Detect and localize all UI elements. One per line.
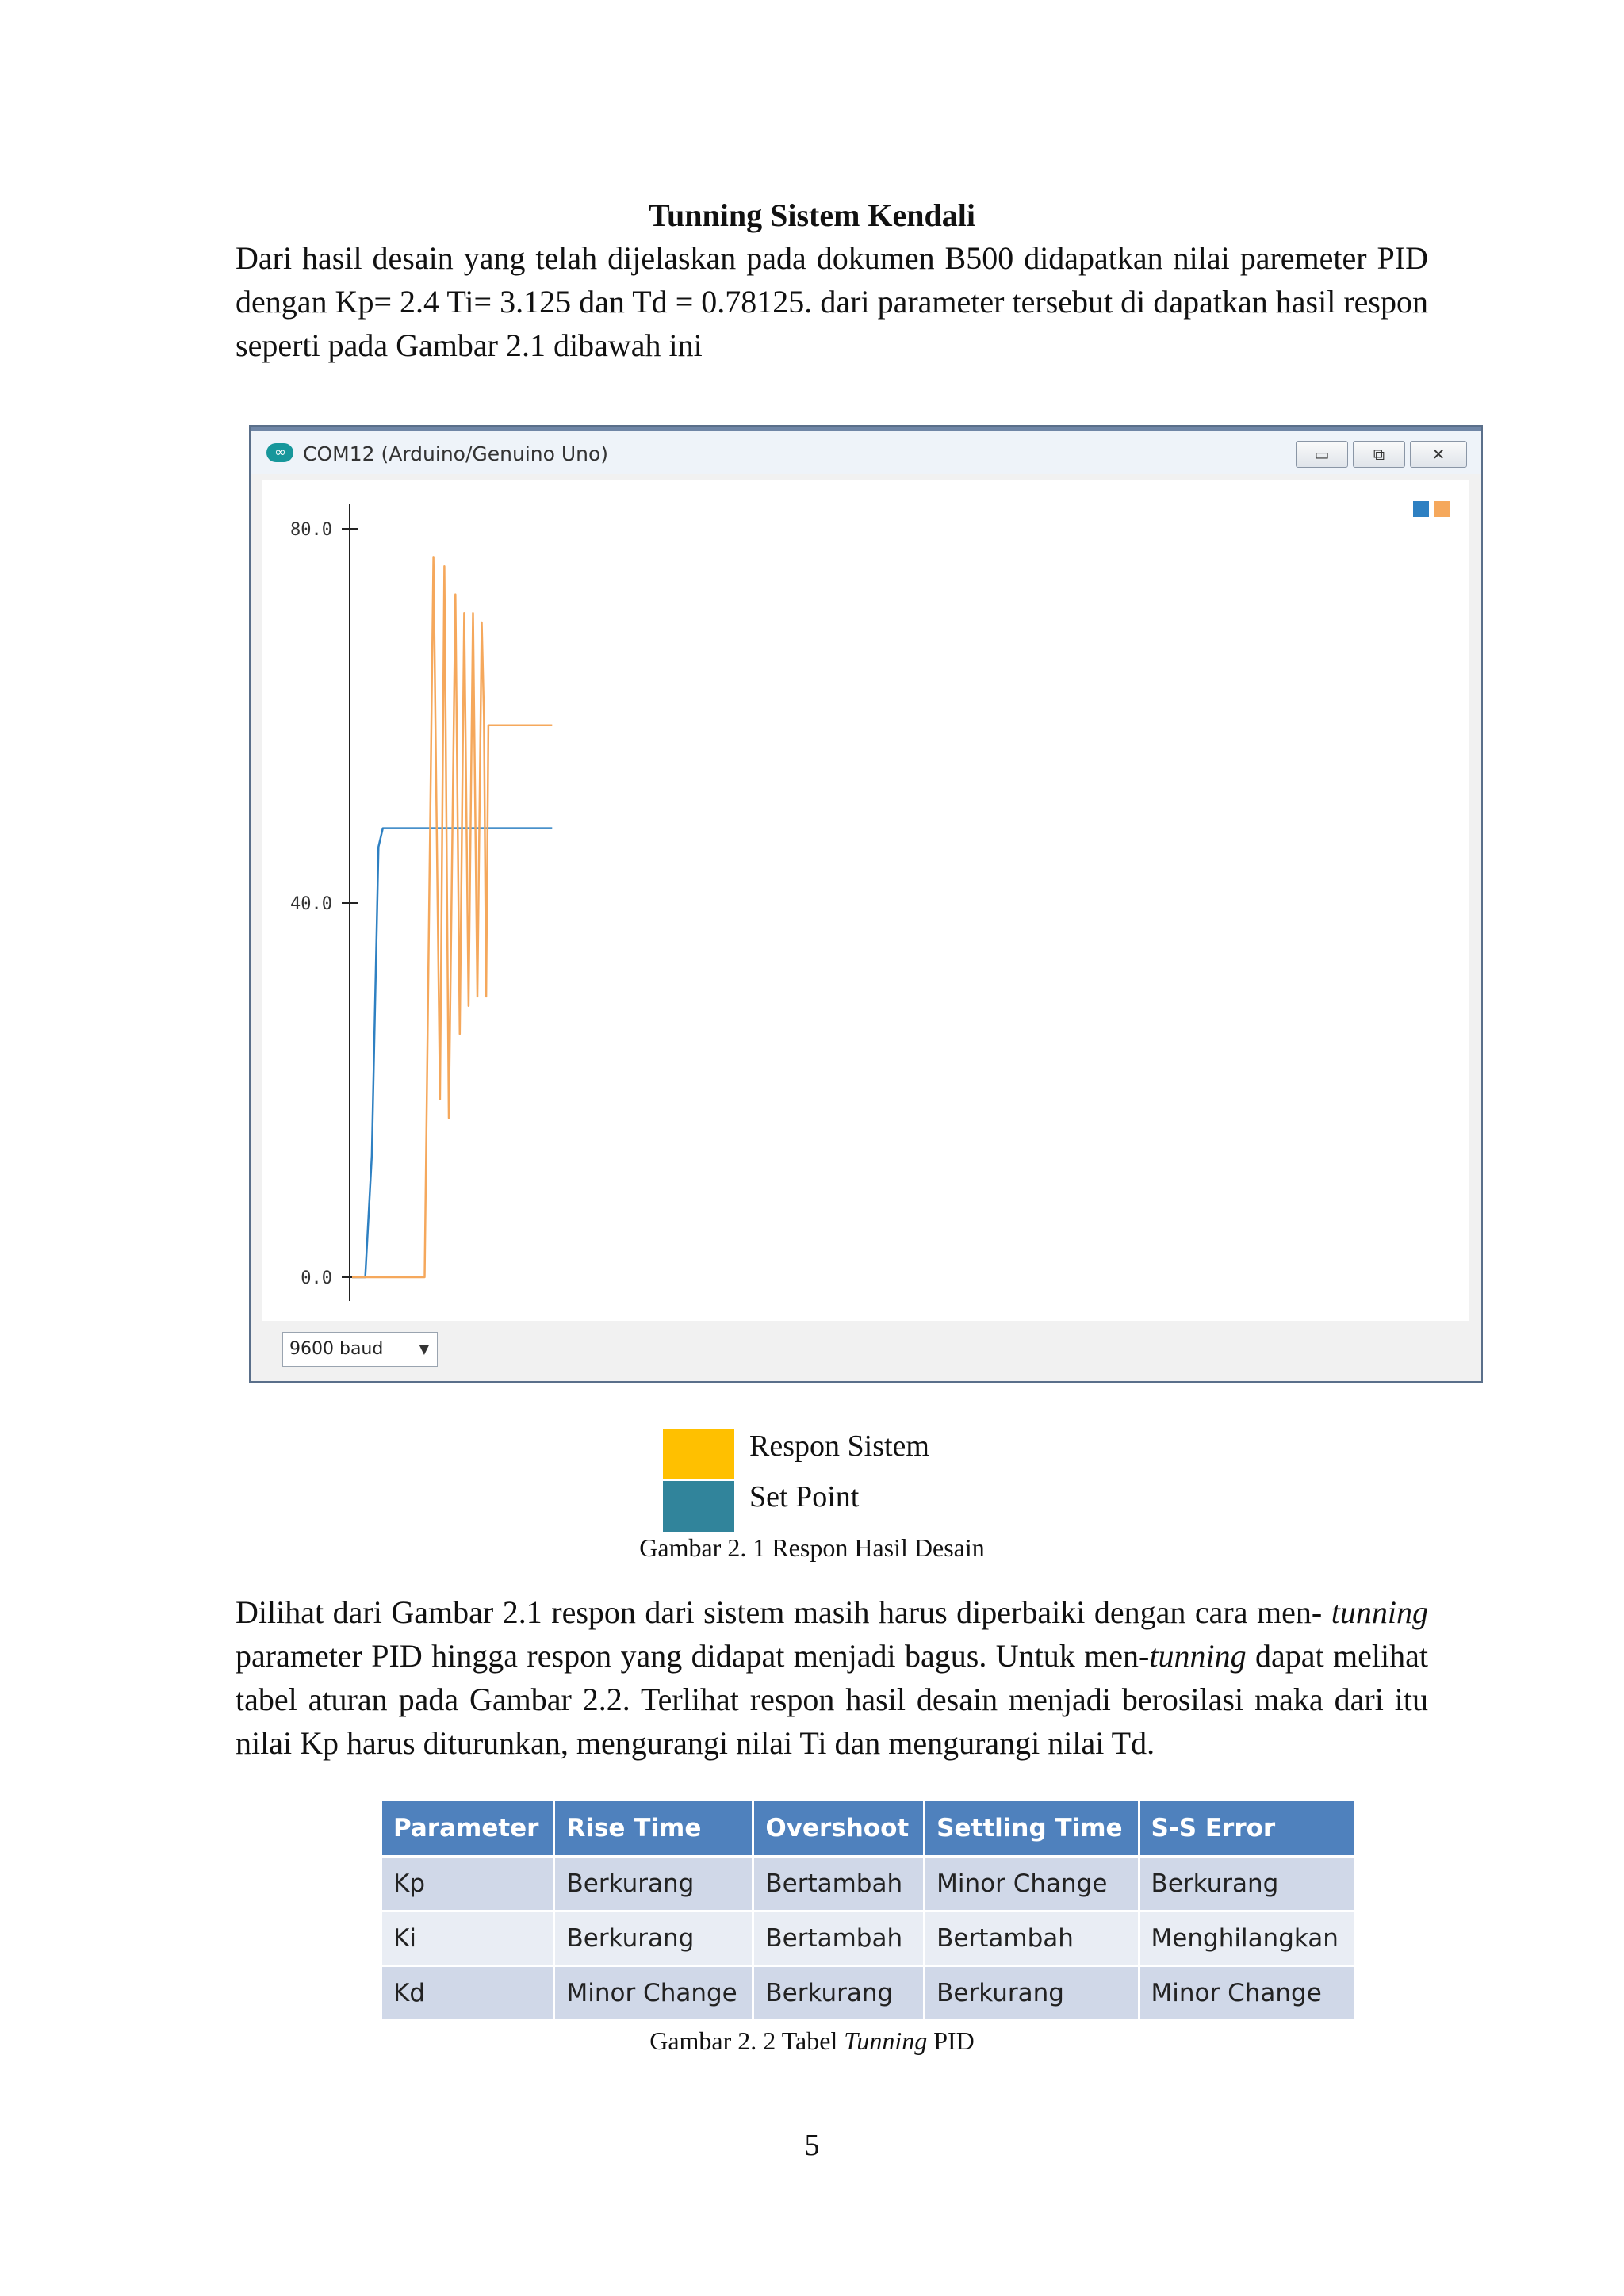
table-cell: Berkurang: [1139, 1856, 1354, 1911]
close-button[interactable]: ✕: [1410, 441, 1467, 468]
table-header: Rise Time: [554, 1801, 753, 1856]
arduino-icon: ∞: [266, 443, 293, 462]
table-header: S-S Error: [1139, 1801, 1354, 1856]
caption-text: Gambar 2. 2 Tabel: [649, 2026, 845, 2055]
table-header: Settling Time: [925, 1801, 1139, 1856]
table-header: Overshoot: [753, 1801, 925, 1856]
table-cell: Berkurang: [554, 1856, 753, 1911]
maximize-button[interactable]: ⧉: [1353, 441, 1405, 468]
table-cell: Bertambah: [753, 1911, 925, 1965]
figure-caption-1: Gambar 2. 1 Respon Hasil Desain: [639, 1533, 985, 1562]
serial-plotter-window: [249, 425, 1483, 1383]
caption-italic: Tunning: [844, 2026, 928, 2055]
minimize-button[interactable]: ▭: [1296, 441, 1348, 468]
paragraph-text: Dilihat dari Gambar 2.1 respon dari sistem masih harus diperbaiki dengan cara men-: [236, 1594, 1323, 1630]
paragraph-text: dapat melihat tabel aturan pada Gambar 2.2. Terlihat respon hasil desain menjadi berosilasi maka dari itu nilai Kp harus diturunkan, mengurangi nilai Ti dan mengurangi nilai Td.: [236, 1638, 1428, 1761]
legend-swatch-orange: [1434, 501, 1450, 517]
pid-tuning-table: [382, 1801, 1356, 2022]
series-line-1: [352, 557, 552, 1277]
legend-color-set-point: [663, 1481, 734, 1532]
baud-rate-value: 9600 baud: [289, 1339, 384, 1359]
table-header: Parameter: [382, 1801, 554, 1856]
chevron-down-icon: ▼: [419, 1341, 429, 1357]
table-cell: Bertambah: [753, 1856, 925, 1911]
intro-paragraph: Dari hasil desain yang telah dijelaskan pada dokumen B500 didapatkan nilai paremeter PID dengan Kp= 2.4 Ti= 3.125 dan Td = 0.78125. dari parameter tersebut di dapatkan hasil respon seperti pada Gambar 2.1 dibawah ini: [236, 240, 1428, 363]
y-tick-label: 0.0: [301, 1269, 332, 1288]
table-cell: Kp: [382, 1856, 554, 1911]
table-row: [382, 1856, 1355, 1911]
y-tick-label: 40.0: [290, 894, 332, 914]
plotter-bottom-bar: [262, 1321, 1469, 1378]
paragraph-italic: tunning: [1149, 1638, 1247, 1674]
window-title: COM12 (Arduino/Genuino Uno): [303, 442, 609, 465]
figure-caption-2: [0, 2026, 1624, 2056]
plot-area: [262, 480, 1469, 1321]
legend-label-respon-sistem: Respon Sistem: [749, 1429, 929, 1463]
legend-label-set-point: Set Point: [749, 1480, 860, 1513]
table-header-row: [382, 1801, 1355, 1856]
page-number: 5: [804, 2129, 820, 2162]
table-row: [382, 1911, 1355, 1965]
table-cell: Menghilangkan: [1139, 1911, 1354, 1965]
paragraph-text: parameter PID hingga respon yang didapat menjadi bagus. Untuk men-: [236, 1638, 1150, 1674]
table-cell: Ki: [382, 1911, 554, 1965]
legend-swatch-blue: [1413, 501, 1429, 517]
analysis-paragraph: [236, 1590, 1428, 1765]
table-cell: Berkurang: [925, 1965, 1139, 2020]
table-row: [382, 1965, 1355, 2020]
plot-chart: [262, 480, 1469, 1321]
legend-color-respon-sistem: [663, 1429, 734, 1479]
table-cell: Berkurang: [554, 1911, 753, 1965]
table-cell: Kd: [382, 1965, 554, 2020]
section-title: Tunning Sistem Kendali: [648, 197, 975, 233]
table-cell: Minor Change: [554, 1965, 753, 2020]
baud-rate-select[interactable]: [282, 1332, 438, 1367]
table-cell: Minor Change: [1139, 1965, 1354, 2020]
table-cell: Minor Change: [925, 1856, 1139, 1911]
y-tick-label: 80.0: [290, 520, 332, 540]
table-cell: Berkurang: [753, 1965, 925, 2020]
paragraph-italic: tunning: [1331, 1594, 1429, 1630]
caption-text: PID: [927, 2026, 975, 2055]
window-titlebar[interactable]: [251, 431, 1481, 474]
table-cell: Bertambah: [925, 1911, 1139, 1965]
